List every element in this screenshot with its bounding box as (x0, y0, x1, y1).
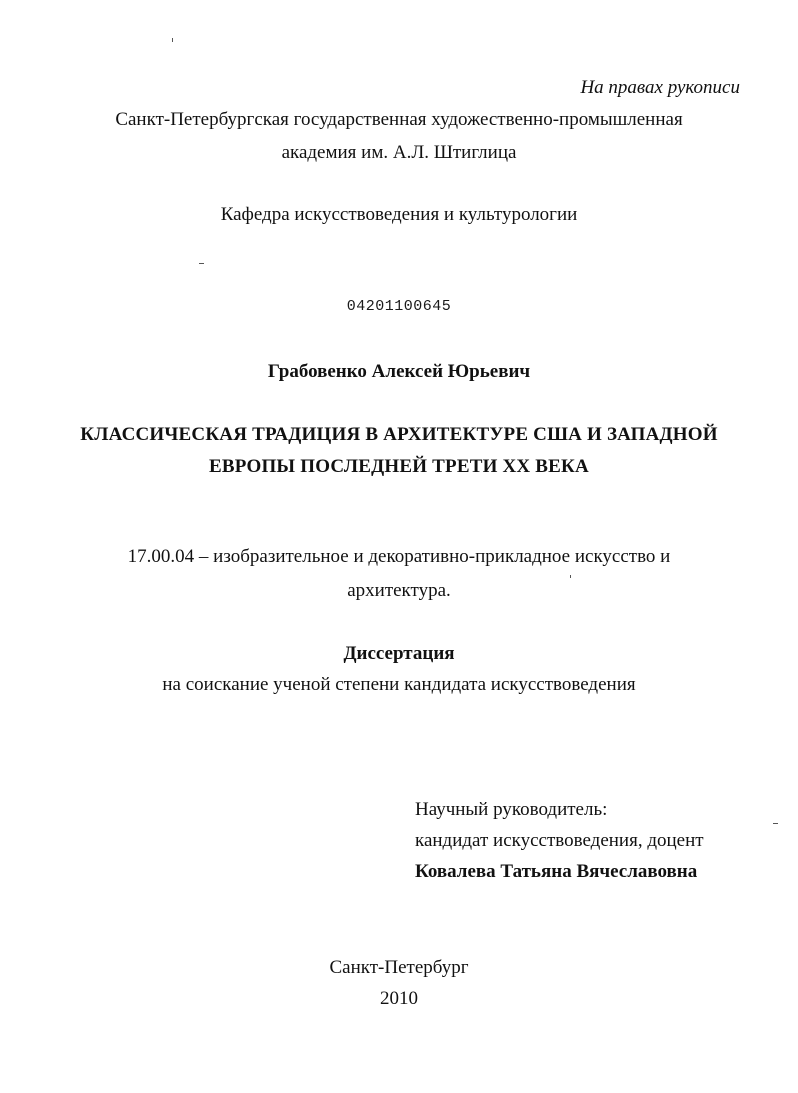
city: Санкт-Петербург (329, 957, 469, 978)
scan-speck (570, 575, 571, 578)
specialty-line-1: 17.00.04 – изобразительное и декоративно-прикладное искусство и (127, 546, 671, 567)
specialty-line-2: архитектура. (347, 580, 451, 601)
advisor-name: Ковалева Татьяна Вячеславовна (415, 861, 698, 882)
rights-note: На правах рукописи (580, 77, 740, 98)
scan-speck (199, 263, 204, 264)
institution-line-2: академия им. А.Л. Штиглица (281, 142, 517, 163)
scan-speck (773, 823, 778, 824)
work-type-purpose: на соискание ученой степени кандидата искусствоведения (162, 674, 636, 695)
work-type-label: Диссертация (343, 643, 455, 664)
year: 2010 (380, 988, 418, 1009)
title-line-2: ЕВРОПЫ ПОСЛЕДНЕЙ ТРЕТИ XX ВЕКА (209, 456, 589, 477)
advisor-label: Научный руководитель: (415, 799, 608, 820)
department: Кафедра искусствоведения и культурологии (220, 204, 578, 225)
author-name: Грабовенко Алексей Юрьевич (267, 361, 531, 382)
title-line-1: КЛАССИЧЕСКАЯ ТРАДИЦИЯ В АРХИТЕКТУРЕ США И ЗАПАДНОЙ (80, 424, 718, 445)
advisor-degree: кандидат искусствоведения, доцент (415, 830, 704, 851)
scan-speck (172, 38, 173, 42)
institution-line-1: Санкт-Петербургская государственная художественно-промышленная (115, 109, 683, 130)
registration-number: 04201100645 (346, 298, 452, 315)
